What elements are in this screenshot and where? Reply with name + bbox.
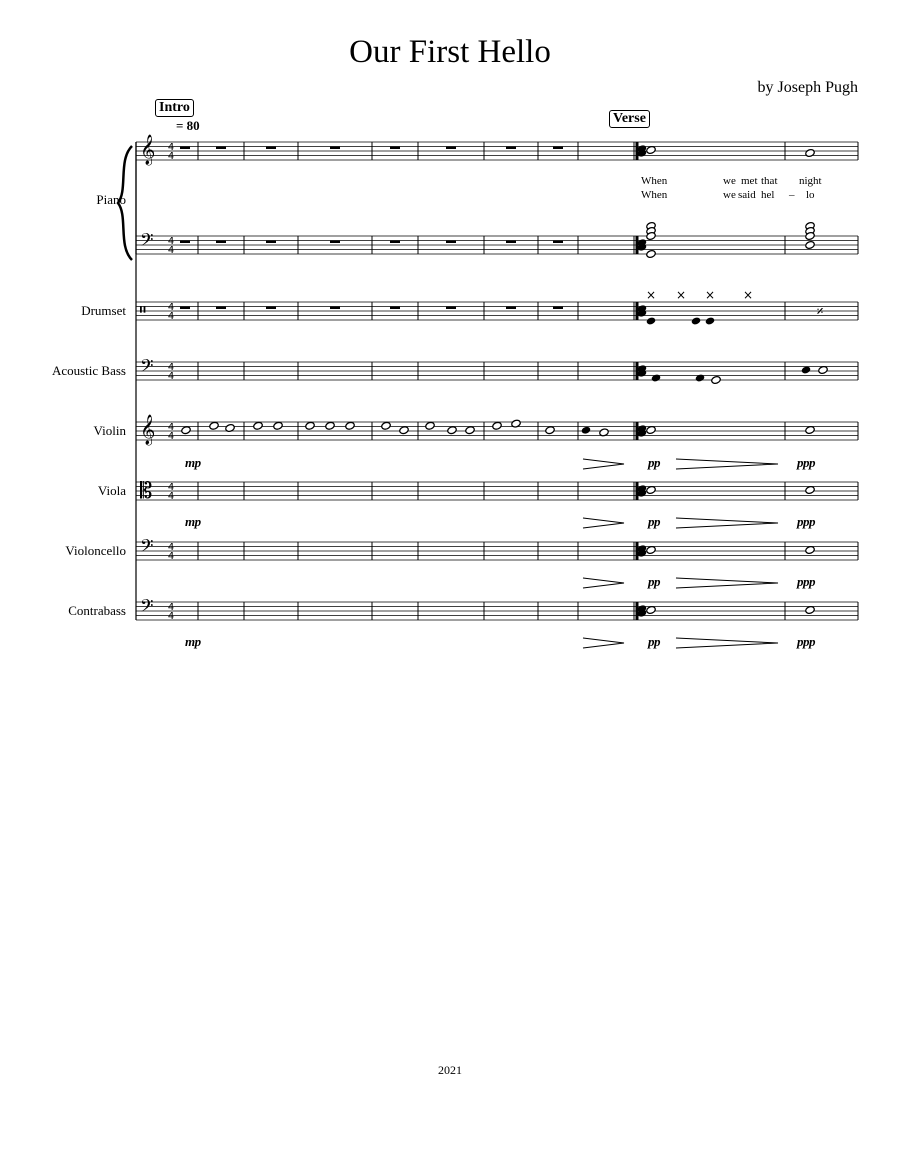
- dynamic-violin-end: ppp: [797, 455, 815, 470]
- whole-rest: [216, 241, 226, 244]
- note-head: [646, 249, 656, 258]
- dynamic-contrabass-intro: mp: [185, 634, 201, 649]
- tempo-marking: = 80: [176, 118, 200, 133]
- time-signature-denominator: 4: [167, 371, 175, 382]
- lyric-syllable: When: [641, 189, 668, 201]
- clef-symbol: 𝄡: [140, 479, 153, 504]
- note-head: [705, 316, 715, 325]
- diminuendo-hairpin: [583, 578, 624, 588]
- instrument-label-contrabass: Contrabass: [68, 603, 126, 618]
- whole-rest: [553, 307, 563, 310]
- note-head: [651, 373, 661, 382]
- lyric-syllable: that: [761, 175, 778, 187]
- instrument-label-violin: Violin: [93, 423, 126, 438]
- whole-rest: [330, 147, 340, 150]
- time-signature-denominator: 4: [167, 311, 175, 322]
- note-head: [447, 426, 457, 435]
- lyric-hyphen: –: [789, 189, 795, 201]
- clef-symbol: 𝄢: [140, 536, 154, 560]
- note-head: [711, 375, 721, 384]
- whole-rest: [330, 307, 340, 310]
- whole-rest: [216, 307, 226, 310]
- time-signature-denominator: 4: [167, 431, 175, 442]
- diminuendo-hairpin: [676, 578, 778, 588]
- rehearsal-mark-verse: Verse: [609, 110, 650, 128]
- note-head: [691, 316, 701, 325]
- instrument-label-drumset: Drumset: [81, 303, 126, 318]
- whole-rest: [506, 147, 516, 150]
- time-signature-denominator: 4: [167, 245, 175, 256]
- whole-rest: [446, 147, 456, 150]
- time-signature-denominator: 4: [167, 491, 175, 502]
- drum-cymbal-note: ×: [742, 288, 754, 302]
- note-head: [325, 421, 335, 430]
- diminuendo-hairpin: [676, 459, 778, 469]
- note-head: [181, 426, 191, 435]
- note-head: [209, 421, 219, 430]
- dynamic-viola-intro: mp: [185, 514, 201, 529]
- whole-rest: [180, 307, 190, 310]
- piano-brace: [118, 146, 132, 260]
- note-head: [381, 421, 391, 430]
- whole-rest: [216, 147, 226, 150]
- instrument-label-cello: Violoncello: [65, 543, 126, 558]
- dynamic-contrabass-verse: pp: [648, 634, 660, 649]
- time-signature-denominator: 4: [167, 611, 175, 622]
- time-signature-numerator: 4: [167, 236, 175, 247]
- rehearsal-mark-intro: Intro: [155, 99, 194, 117]
- lyric-syllable: met: [741, 175, 758, 187]
- dynamic-viola-end: ppp: [797, 514, 815, 529]
- lyric-syllable: we: [723, 189, 736, 201]
- time-signature-numerator: 4: [167, 602, 175, 613]
- time-signature-numerator: 4: [167, 302, 175, 313]
- clef-symbol: 𝄢: [140, 356, 154, 380]
- lyric-syllable: night: [799, 175, 822, 187]
- note-head: [581, 426, 591, 435]
- note-head: [425, 421, 435, 430]
- composer-credit: by Joseph Pugh: [757, 79, 858, 96]
- instrument-label-viola: Viola: [97, 483, 126, 498]
- whole-rest: [446, 307, 456, 310]
- lyric-syllable: When: [641, 175, 668, 187]
- note-head: [492, 421, 502, 430]
- diminuendo-hairpin: [676, 518, 778, 528]
- barlines: [136, 142, 858, 620]
- dynamic-violin-intro: mp: [185, 455, 201, 470]
- whole-rest: [330, 241, 340, 244]
- note-head: [646, 316, 656, 325]
- note-head: [273, 421, 283, 430]
- diminuendo-hairpin: [583, 638, 624, 648]
- whole-rest: [180, 241, 190, 244]
- note-head: [399, 426, 409, 435]
- time-signature-numerator: 4: [167, 482, 175, 493]
- diminuendo-hairpin: [583, 518, 624, 528]
- whole-rest: [446, 241, 456, 244]
- measure-repeat-symbol: 𝄎: [816, 304, 824, 320]
- whole-rest: [266, 307, 276, 310]
- whole-rest: [390, 147, 400, 150]
- dynamic-contrabass-end: ppp: [797, 634, 815, 649]
- clef-symbol: 𝄢: [140, 596, 154, 620]
- instrument-label-piano: Piano: [96, 192, 126, 207]
- clef-symbol: 𝄞: [140, 135, 156, 165]
- note-head: [305, 421, 315, 430]
- time-signature-numerator: 4: [167, 362, 175, 373]
- whole-rest: [180, 147, 190, 150]
- time-signature-numerator: 4: [167, 422, 175, 433]
- note-head: [545, 426, 555, 435]
- whole-rest: [553, 147, 563, 150]
- drum-cymbal-note: ×: [704, 288, 716, 302]
- time-signature-numerator: 4: [167, 542, 175, 553]
- instrument-label-bass: Acoustic Bass: [51, 363, 126, 378]
- whole-rest: [506, 241, 516, 244]
- dynamic-viola-verse: pp: [648, 514, 660, 529]
- page-footer: 2021: [438, 1063, 462, 1077]
- note-head: [805, 148, 815, 157]
- dynamic-cello-verse: pp: [648, 574, 660, 589]
- whole-rest: [390, 241, 400, 244]
- drum-cymbal-note: ×: [645, 288, 657, 302]
- time-signature-numerator: 4: [167, 142, 175, 153]
- note-head: [345, 421, 355, 430]
- score-title: Our First Hello: [349, 34, 551, 70]
- diminuendo-hairpin: [676, 638, 778, 648]
- note-head: [465, 426, 475, 435]
- whole-rest: [390, 307, 400, 310]
- lyric-syllable: lo: [806, 189, 815, 201]
- diminuendo-hairpin: [583, 459, 624, 469]
- lyric-syllable: we: [723, 175, 736, 187]
- clef-symbol: 𝄢: [140, 230, 154, 254]
- note-head: [253, 421, 263, 430]
- whole-rest: [266, 147, 276, 150]
- lyric-syllable: said: [738, 189, 756, 201]
- dynamic-cello-end: ppp: [797, 574, 815, 589]
- note-head: [805, 240, 815, 249]
- dynamic-violin-verse: pp: [648, 455, 660, 470]
- clef-symbol: 𝄞: [140, 415, 156, 445]
- lyric-syllable: hel: [761, 189, 775, 201]
- drum-cymbal-note: ×: [675, 288, 687, 302]
- whole-rest: [506, 307, 516, 310]
- time-signature-denominator: 4: [167, 551, 175, 562]
- note-head: [695, 373, 705, 382]
- whole-rest: [553, 241, 563, 244]
- percussion-clef: 𝄥: [140, 300, 146, 321]
- time-signature-denominator: 4: [167, 151, 175, 162]
- whole-rest: [266, 241, 276, 244]
